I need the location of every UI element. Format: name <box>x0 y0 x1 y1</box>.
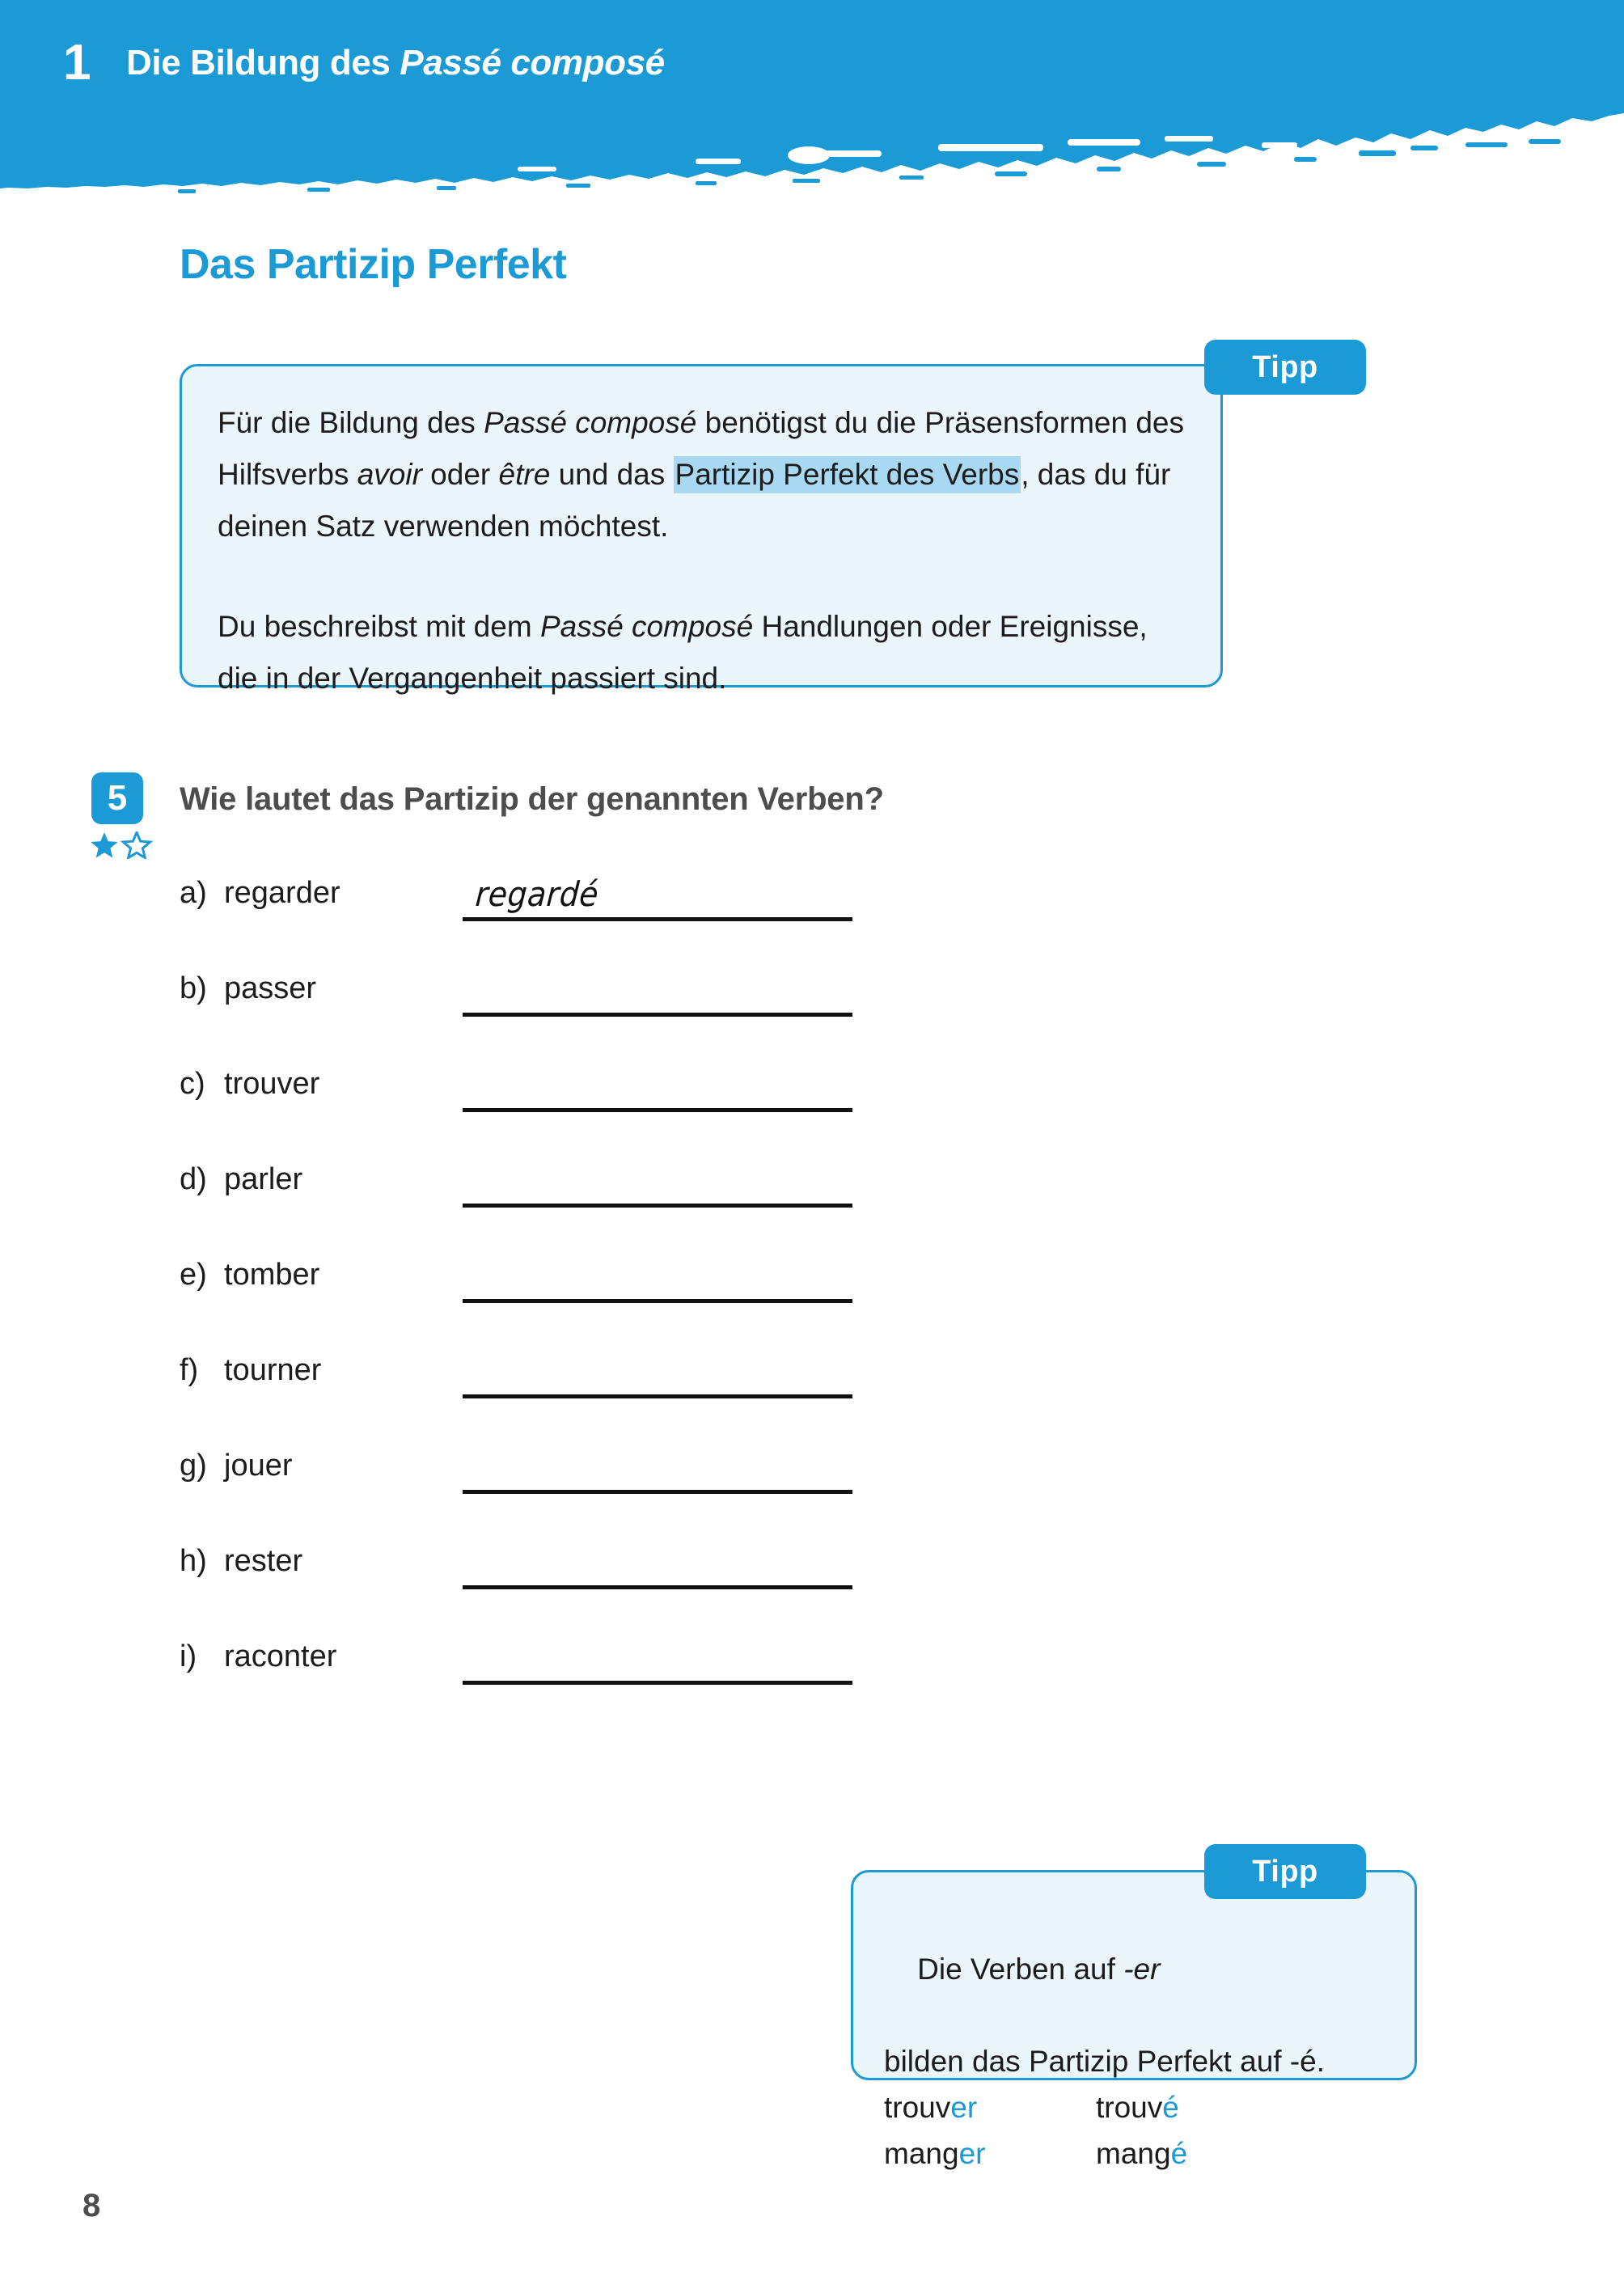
tip-bottom-pair-left <box>884 2084 1096 2130</box>
answer-input-line[interactable] <box>463 1253 852 1303</box>
answer-row-verb: parler <box>224 1162 303 1196</box>
tip-bottom-pair-right <box>1096 2130 1187 2177</box>
tip-top-p1-part-a: Für die Bildung des <box>218 406 484 439</box>
tip-bottom-example-pair <box>884 2130 1415 2177</box>
answer-row <box>180 1544 988 1639</box>
pair-left-ending: er <box>958 2137 986 2170</box>
answer-row-label: i) <box>180 1639 197 1673</box>
answer-row <box>180 1067 988 1162</box>
answer-input-line[interactable] <box>463 967 852 1017</box>
answer-row-label: g) <box>180 1449 207 1483</box>
answer-input-line[interactable] <box>463 1348 852 1398</box>
pair-left-stem: mang <box>884 2137 959 2170</box>
tip-top-paragraph-1 <box>218 397 1185 552</box>
header-title-row <box>0 0 1624 125</box>
tip-tab-bottom: Tipp <box>1204 1844 1366 1899</box>
pair-right-ending: é <box>1162 2091 1179 2124</box>
tip-top-p2-part-c: Handlungen oder Ereignisse, die in der Vergangenheit passiert sind. <box>218 610 1148 695</box>
answer-input-line[interactable] <box>463 1635 852 1685</box>
tip-top-p1-italic-etre: être <box>498 458 551 491</box>
answer-row-verb: tomber <box>224 1258 320 1292</box>
tip-box-bottom <box>851 1870 1417 2170</box>
exercise-difficulty-stars <box>90 831 154 859</box>
tip-bottom-line1-part-a: Die Verben auf <box>917 1952 1124 1986</box>
answer-row-label: d) <box>180 1162 207 1196</box>
tip-top-highlight-partizip-perfekt: Partizip Perfekt des Verbs <box>674 456 1021 493</box>
tip-bottom-line-2: bilden das Partizip Perfekt auf -é. <box>884 2045 1326 2078</box>
tip-box-top <box>180 364 1223 695</box>
chapter-title <box>126 43 665 83</box>
answer-input-line[interactable] <box>463 1444 852 1494</box>
tip-bottom-line-1 <box>884 1900 1415 2038</box>
answer-row-verb: passer <box>224 971 317 1005</box>
chapter-title-plain: Die Bildung des <box>126 42 400 82</box>
star-outline-icon <box>123 832 150 858</box>
answer-list <box>180 876 988 1735</box>
answer-row-verb: trouver <box>224 1067 320 1101</box>
pair-right-ending: é <box>1170 2137 1188 2170</box>
answer-row <box>180 1449 988 1544</box>
answer-input-line[interactable] <box>463 1539 852 1589</box>
tip-bottom-pair-left <box>884 2130 1096 2177</box>
tip-top-p2-part-a: Du beschreibst mit dem <box>218 610 540 643</box>
section-heading: Das Partizip Perfekt <box>180 241 567 288</box>
answer-row-label: c) <box>180 1067 205 1101</box>
chapter-header-band <box>0 0 1624 202</box>
answer-row <box>180 1639 988 1735</box>
answer-input-line[interactable] <box>463 871 852 921</box>
answer-row <box>180 971 988 1067</box>
exercise-number-badge: 5 <box>91 772 143 824</box>
answer-row-label: b) <box>180 971 207 1005</box>
answer-row <box>180 1162 988 1258</box>
answer-row-label: h) <box>180 1544 207 1578</box>
tip-top-p2-italic-passe-compose: Passé composé <box>539 610 754 643</box>
answer-input-line[interactable] <box>463 1062 852 1112</box>
tip-bottom-example-pair <box>884 2084 1415 2130</box>
pair-left-ending: er <box>950 2091 978 2124</box>
answer-row-label: a) <box>180 876 207 910</box>
answer-row-verb: tourner <box>224 1353 322 1387</box>
tip-top-p1-italic-avoir: avoir <box>357 458 422 491</box>
answer-row-verb: regarder <box>224 876 340 910</box>
pair-right-stem: trouv <box>1096 2091 1163 2124</box>
chapter-number: 1 <box>63 34 91 91</box>
pair-right-stem: mang <box>1096 2137 1171 2170</box>
answer-row-label: e) <box>180 1258 207 1292</box>
exercise-prompt: Wie lautet das Partizip der genannten Verben? <box>180 781 884 817</box>
answer-row <box>180 1258 988 1353</box>
tip-top-p1-italic-passe-compose: Passé composé <box>484 406 697 439</box>
answer-row-verb: rester <box>224 1544 303 1578</box>
tip-top-p1-part-e: oder <box>421 458 499 491</box>
chapter-title-italic: Passé composé <box>400 42 665 82</box>
answer-row-verb: jouer <box>224 1449 293 1483</box>
answer-row-label: f) <box>180 1353 199 1387</box>
tip-top-p1-part-g: und das <box>550 458 674 491</box>
page-number: 8 <box>82 2188 101 2223</box>
tip-top-p1-part-h: , das du für deinen Satz verwenden möchtest. <box>218 458 1171 543</box>
answer-handwritten-value: regardé <box>474 874 600 914</box>
tip-tab-top: Tipp <box>1204 340 1366 395</box>
answer-row-verb: raconter <box>224 1639 337 1673</box>
pair-left-stem: trouv <box>884 2091 951 2124</box>
tip-bottom-pair-right <box>1096 2084 1179 2130</box>
star-filled-icon <box>91 832 117 858</box>
tip-top-paragraph-2 <box>218 601 1185 704</box>
answer-row <box>180 1353 988 1449</box>
answer-row <box>180 876 988 971</box>
tip-top-p1-part-c: benötigst du die Präsensformen des Hilfsverbs <box>218 406 1184 491</box>
answer-input-line[interactable] <box>463 1157 852 1208</box>
tip-bottom-line1-italic-er: -er <box>1123 1952 1161 1986</box>
